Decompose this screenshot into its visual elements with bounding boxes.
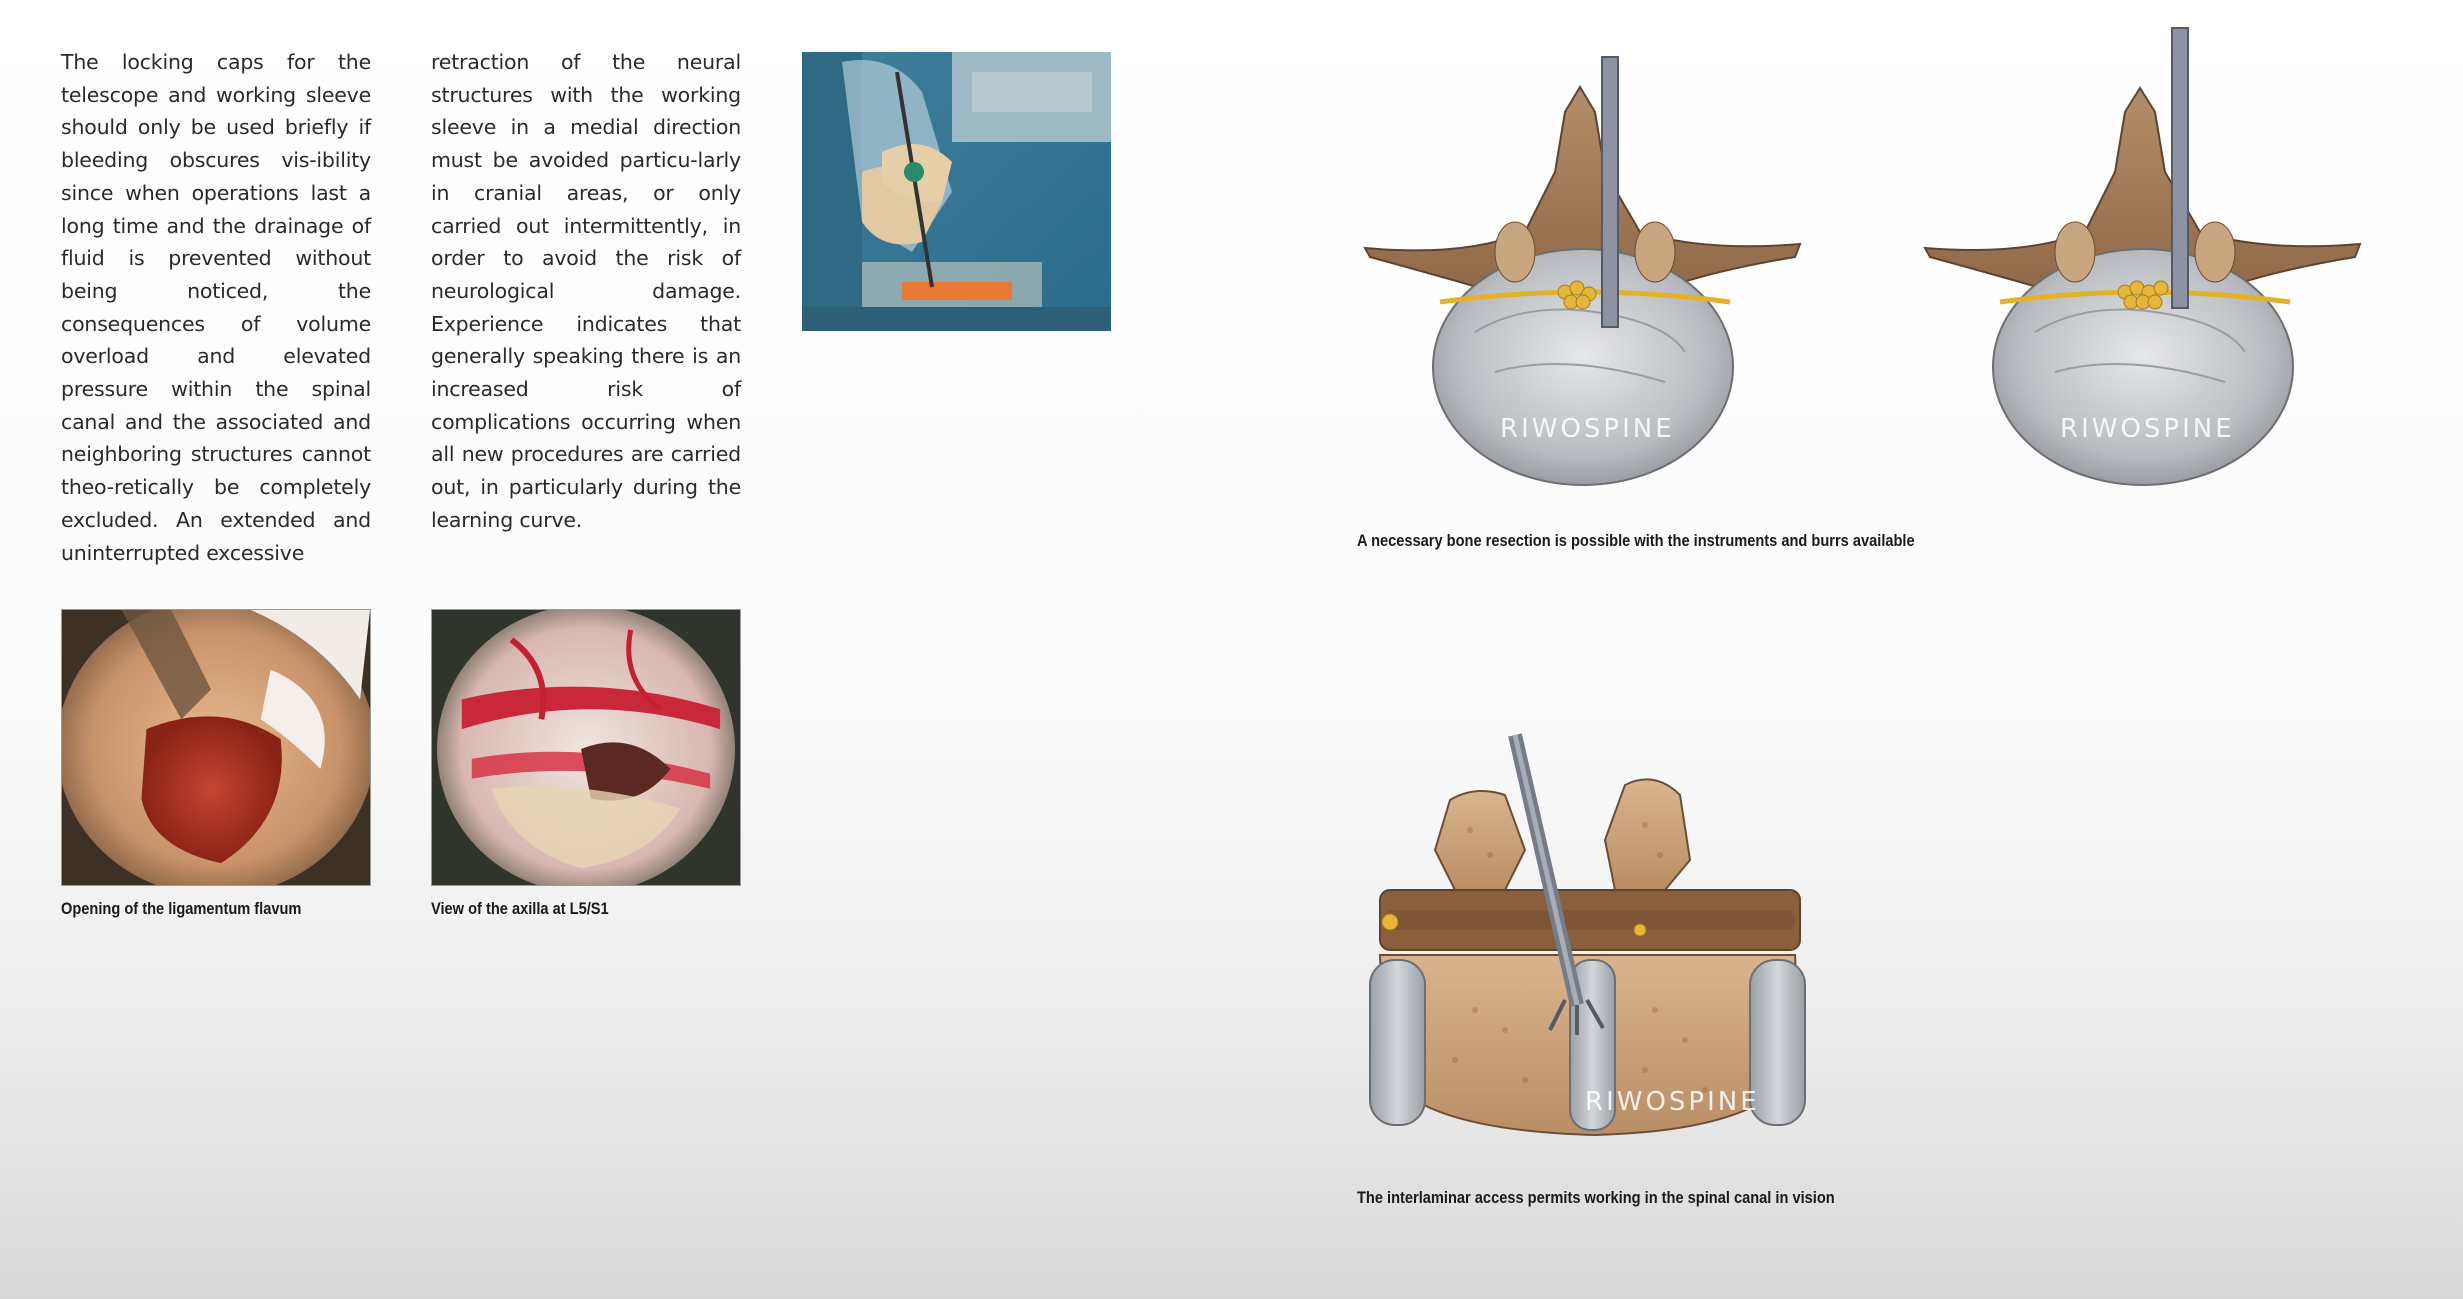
caption-interlaminar-access: The interlaminar access permits working in the spinal canal in vision: [1357, 1188, 1835, 1207]
surgery-photo: [802, 52, 1111, 331]
caption-axilla: View of the axilla at L5/S1: [431, 899, 609, 918]
body-text-column-left: The locking caps for the telescope and working sleeve should only be used briefly if bleeding obscures vis-ibility since when operations last a long time and the drainage of fluid is prevented without being noticed, the consequences of volume overload and elevated pressure within the spinal canal and the associated and neighboring structures cannot theo-retically be completely excluded. An extended and uninterrupted excessive: [61, 50, 371, 565]
caption-ligamentum-flavum: Opening of the ligamentum flavum: [61, 899, 302, 918]
caption-bone-resection: A necessary bone resection is possible with the instruments and burrs available: [1357, 531, 1915, 550]
watermark-3: RIWOSPINE: [1585, 1087, 1760, 1117]
vertebra-illustration-2: [1925, 28, 2360, 490]
watermark-1: RIWOSPINE: [1500, 414, 1675, 444]
axilla-photo: [431, 609, 741, 886]
watermark-2: RIWOSPINE: [2060, 414, 2235, 444]
body-text-column-right: retraction of the neural structures with the working sleeve in a medial direction must be avoided particu-larly in cranial areas, or only carried out intermittently, in order to avoid the risk of neurological damage. Experience indicates that generally speaking there is an increased risk of complications occurring when all new procedures are carried out, in particularly during the learning curve.: [431, 50, 741, 532]
interlaminar-illustration: [1355, 730, 1815, 1160]
vertebra-illustration-1: [1365, 52, 1800, 492]
ligamentum-flavum-photo: [61, 609, 371, 886]
